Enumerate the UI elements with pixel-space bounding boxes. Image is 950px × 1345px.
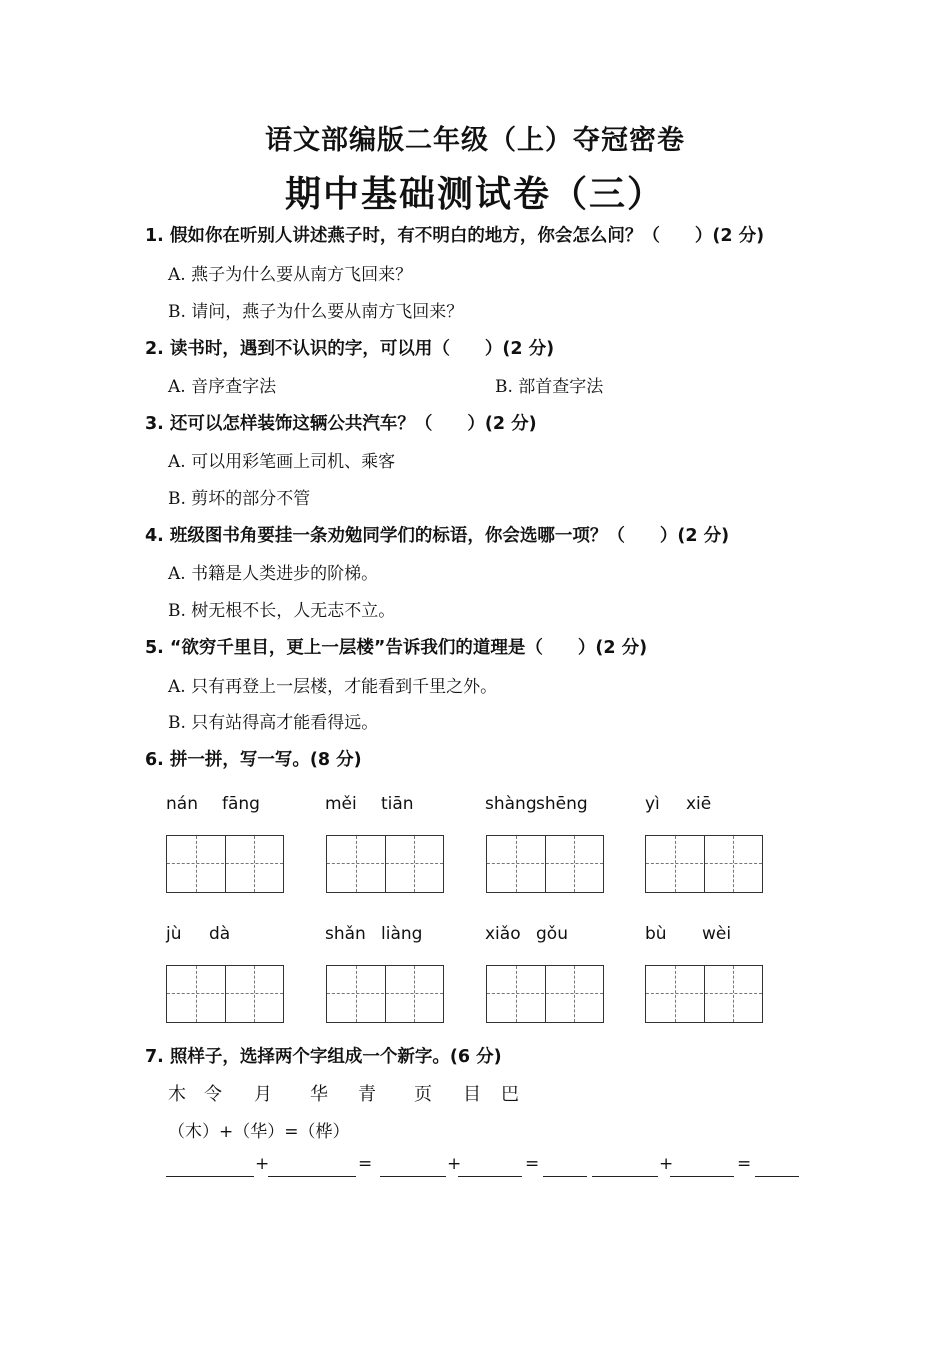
writing-grid[interactable] bbox=[166, 965, 284, 1023]
question-1: 1. 假如你在听别人讲述燕子时，有不明白的地方，你会怎么问？（ ）(2 分) bbox=[145, 226, 765, 246]
question-2-option-a: A. 音序查字法 bbox=[168, 377, 277, 397]
writing-grid[interactable] bbox=[486, 965, 604, 1023]
writing-grid[interactable] bbox=[486, 835, 604, 893]
answer-blank[interactable] bbox=[268, 1176, 356, 1177]
pinyin-syllable: měi bbox=[325, 794, 357, 814]
plus-sign: + bbox=[255, 1154, 270, 1174]
question-7: 7. 照样子，选择两个字组成一个新字。(6 分) bbox=[145, 1047, 502, 1067]
question-4: 4. 班级图书角要挂一条劝勉同学们的标语，你会选哪一项？（ ）(2 分) bbox=[145, 526, 730, 546]
answer-blank[interactable] bbox=[592, 1176, 658, 1177]
equals-sign: = bbox=[525, 1154, 540, 1174]
writing-grid[interactable] bbox=[326, 835, 444, 893]
pinyin-syllable: yì bbox=[645, 794, 660, 814]
pinyin-syllable: fāng bbox=[222, 794, 260, 814]
question-5-option-a: A. 只有再登上一层楼，才能看到千里之外。 bbox=[168, 677, 498, 697]
example-equation: （木）+（华）=（桦） bbox=[168, 1122, 350, 1142]
question-2: 2. 读书时，遇到不认识的字，可以用（ ）(2 分) bbox=[145, 339, 555, 359]
answer-blank[interactable] bbox=[670, 1176, 734, 1177]
question-3: 3. 还可以怎样装饰这辆公共汽车？（ ）(2 分) bbox=[145, 414, 537, 434]
answer-blank[interactable] bbox=[755, 1176, 799, 1177]
exam-series-title: 语文部编版二年级（上）夺冠密卷 bbox=[265, 125, 685, 156]
pinyin-syllable: shēng bbox=[536, 794, 588, 814]
answer-blank[interactable] bbox=[166, 1176, 254, 1177]
equals-sign: = bbox=[737, 1154, 752, 1174]
answer-blank[interactable] bbox=[380, 1176, 446, 1177]
pinyin-syllable: tiān bbox=[381, 794, 414, 814]
character: 华 bbox=[310, 1084, 328, 1105]
writing-grid[interactable] bbox=[645, 965, 763, 1023]
question-4-option-b: B. 树无根不长，人无志不立。 bbox=[168, 601, 396, 621]
pinyin-syllable: shàng bbox=[485, 794, 537, 814]
character: 目 bbox=[463, 1084, 481, 1105]
writing-grid[interactable] bbox=[326, 965, 444, 1023]
pinyin-syllable: xiē bbox=[686, 794, 712, 814]
writing-grid[interactable] bbox=[166, 835, 284, 893]
answer-blank[interactable] bbox=[543, 1176, 587, 1177]
pinyin-syllable: liàng bbox=[381, 924, 423, 944]
pinyin-syllable: shǎn bbox=[325, 924, 366, 944]
pinyin-syllable: dà bbox=[209, 924, 231, 944]
pinyin-syllable: jù bbox=[166, 924, 182, 944]
pinyin-syllable: bù bbox=[645, 924, 667, 944]
character: 令 bbox=[204, 1084, 222, 1105]
question-3-option-a: A. 可以用彩笔画上司机、乘客 bbox=[168, 452, 396, 472]
question-5: 5. “欲穷千里目，更上一层楼”告诉我们的道理是（ ）(2 分) bbox=[145, 638, 648, 658]
character: 青 bbox=[358, 1084, 376, 1105]
character: 页 bbox=[414, 1084, 432, 1105]
pinyin-syllable: nán bbox=[166, 794, 198, 814]
question-1-option-b: B. 请问，燕子为什么要从南方飞回来？ bbox=[168, 302, 464, 322]
equals-sign: = bbox=[358, 1154, 373, 1174]
pinyin-syllable: xiǎo bbox=[485, 924, 521, 944]
character: 月 bbox=[254, 1084, 272, 1105]
answer-blank[interactable] bbox=[458, 1176, 522, 1177]
character: 巴 bbox=[501, 1084, 519, 1105]
exam-title: 期中基础测试卷（三） bbox=[284, 173, 665, 215]
question-2-option-b: B. 部首查字法 bbox=[495, 377, 604, 397]
question-4-option-a: A. 书籍是人类进步的阶梯。 bbox=[168, 564, 379, 584]
character: 木 bbox=[168, 1084, 186, 1105]
plus-sign: + bbox=[447, 1154, 462, 1174]
question-6: 6. 拼一拼，写一写。(8 分) bbox=[145, 750, 362, 770]
pinyin-syllable: wèi bbox=[702, 924, 732, 944]
question-1-option-a: A. 燕子为什么要从南方飞回来？ bbox=[168, 265, 413, 285]
plus-sign: + bbox=[659, 1154, 674, 1174]
question-5-option-b: B. 只有站得高才能看得远。 bbox=[168, 713, 379, 733]
pinyin-syllable: gǒu bbox=[536, 924, 568, 944]
writing-grid[interactable] bbox=[645, 835, 763, 893]
question-3-option-b: B. 剪坏的部分不管 bbox=[168, 489, 311, 509]
